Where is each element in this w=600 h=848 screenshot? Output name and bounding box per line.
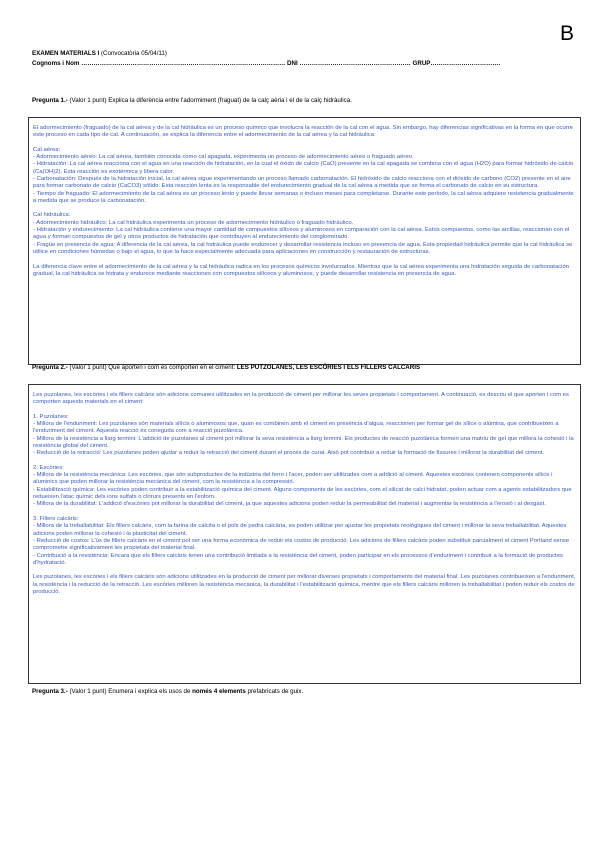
answer-paragraph: 2. Escòries: bbox=[33, 464, 64, 471]
answer-paragraph: - Millora de la resistència a llarg termini: L'addició de puzolanes al ciment pot millorar la seva resistència a llarg termini. Els productes de reacció puzolànica formen una matriu de gel que millora la cohesió i la resistència global del ciment. bbox=[33, 435, 574, 450]
student-info-line bbox=[32, 60, 500, 67]
paragraph-gap bbox=[33, 407, 576, 414]
question-2-text: (Valor 1 punt) Què aporten i com es comporten en el ciment: bbox=[67, 364, 237, 371]
question-3-text: (Valor 1 punt) Enumera i explica els usos de bbox=[67, 688, 193, 695]
answer-paragraph: Les puzolanes, les escòries i els fillers calcàris són adicions comunes utilitzades en la producció de ciment per millorar les seves propietats i comportament. A continuació, es descriu el que aporten i com es comporten aquests materials en el ciment: bbox=[33, 392, 569, 406]
answer-paragraph: - Millora de la resistència mecànica: Les escòries, que són subproductes de la indústria del ferro i l'acer, poden ser utilitzades com a addició al ciment. Aquestes escòries contenen components silícis i aluminics que poden millorar la resistència mecànica del ciment, com la resistència a la compressió. bbox=[33, 472, 553, 486]
paragraph-gap bbox=[33, 509, 576, 516]
question-1 bbox=[32, 97, 352, 104]
exam-title bbox=[32, 50, 167, 57]
answer-paragraph: - Carbonatación: Después de la hidratación inicial, la cal aérea sigue experimentando un proceso llamado carbonatación. El hidróxido de calcio reacciona con el dióxido de carbono (CO2) presente en el aire para formar carbonato de calcio (CaCO3) sólido. Esta reacción lenta es la responsable del endurecimiento gradual de la cal aérea a medida que se forma el carbonato de calcio en su estructura. bbox=[33, 176, 571, 190]
answer-paragraph: - Hidratación y endurecimiento: La cal hidráulica contiene una mayor cantidad de compuestos silíceos y aluminosos en comparación con la cal aérea. Estos compuestos, como las arcillas, reaccionan con el agua y forman compuestos de gel y otros productos de hidratación que contribuyen al endurecimiento del conglomerado. bbox=[33, 227, 570, 241]
answer-paragraph: - Millora de la treballabilitat: Els fillers calcàris, com la farina de calcita o el pols de pedra calcària, es poden utilitzar per ajustar les propietats reològiques del ciment i millorar la seva treballabilitat. Aquestes adicions poden millorar la cohesió i la plasticitat del ciment. bbox=[33, 523, 567, 537]
answer-paragraph: La diferencia clave entre el adormecimiento de la cal aérea y la cal hidráulica radica en los procesos químicos involucrados. Mientras que la cal aérea experimenta una hidratación seguida de carbonatación gradual, la cal hidráulica se hidrata y endurece mediante reacciones con compuestos silíceos y aluminosos, y puede desarrollar resistencia en presencia de agua. bbox=[33, 263, 570, 277]
answer-paragraph: Cal hidráulica: bbox=[33, 212, 71, 219]
question-2-label: Pregunta 2.- bbox=[32, 364, 68, 371]
question-3-emphasis: només 4 elements bbox=[192, 688, 246, 695]
answer-2-box bbox=[28, 384, 581, 684]
answer-paragraph: - Hidratación: La cal aérea reacciona con el agua en una reacción de hidratación, en la cual el óxido de calcio (CaO) presente en la cal apagada se combina con el agua (H2O) para formar hidróxido de calcio (Ca(OH)2). Esta reacción es exotérmica y libera calor. bbox=[33, 161, 574, 175]
question-3-label: Pregunta 3.- bbox=[32, 688, 68, 695]
answer-paragraph: - Reducció de la retracció: Les puzolanes poden ajudar a reduir la retracció del ciment durant el procés de curat. Això pot contribuir a reduir la formació de fissures i millorar la durabilitat del ciment. bbox=[33, 450, 545, 457]
paragraph-gap bbox=[33, 205, 576, 212]
answer-paragraph: - Adormecimiento hidráulico: La cal hidráulica experimenta un proceso de adormecimiento hidráulico o fraguado hidráulico. bbox=[33, 219, 354, 226]
question-2 bbox=[32, 364, 420, 371]
question-1-label: Pregunta 1.- bbox=[32, 97, 68, 104]
answer-2-text bbox=[33, 392, 576, 596]
answer-1-box bbox=[28, 117, 581, 365]
student-info-fields: Cognoms i Nom ……………………………………………………………………………………… DNI ……………………………………………… GRUP……………………………. bbox=[32, 60, 501, 67]
paragraph-gap bbox=[33, 140, 576, 147]
answer-paragraph: El adormecimiento (fraguado) de la cal aérea y de la cal hidráulica es un proceso químico que involucra la reacción de la cal con el agua. Sin embargo, hay diferencias significativas en la forma en que ocurre este proceso en cada tipo de cal. A continuación, se explica la diferencia entre el adormecimiento de la cal aérea y la cal hidráulica: bbox=[33, 125, 573, 139]
answer-paragraph: - Fragüe en presencia de agua: A diferencia de la cal aérea, la cal hidráulica puede endurecer y desarrollar resistencia incluso en presencia de agua. Esta propiedad hidráulica permite que la cal hidráulica se utilice en condiciones húmedas o bajo el agua, lo que la hace especialmente adecuada para aplicaciones en construcción y restauración de estructuras. bbox=[33, 241, 573, 256]
answer-paragraph: Les puzolanes, les escòries i els fillers calcàris són adicions utilitzades en la producció de ciment per millorar diverses propietats i comportaments del material final. Les puzolanes contribueixen a l'enduriment, la resistència i la reducció de la retracció. Les escòries milloren la resistència mecànica, la durabilitat i l'estabilització química, mentre que els fillers calcàris milloren la treballabilitat i poden reduir els costos de producció. bbox=[33, 574, 576, 595]
paragraph-gap bbox=[33, 567, 576, 574]
page-letter: B bbox=[560, 22, 575, 45]
paragraph-gap bbox=[33, 257, 576, 264]
answer-paragraph: - Millora de la durabilitat: L'addició d'escòries pot millorar la durabilitat del ciment, ja que aquestes adicions poden reduir la permeabilitat del material i augmentar la resistència a l'erosió i al desgast. bbox=[33, 501, 546, 508]
answer-paragraph: - Tiempo de fraguado: El adormecimiento de la cal aérea es un proceso lento y puede llevar semanas o incluso meses para completarse. Durante este período, la cal aérea adquiere resistencia gradualmente a medida que se produce la carbonatación. bbox=[33, 190, 574, 205]
question-2-topic: LES PUTZOLANES, LES ESCÒRIES I ELS FILLERS CALCARIS bbox=[236, 364, 421, 371]
answer-paragraph: - Reducció de costos: L'ús de fillers calcàris en el ciment pot ser una forma econòmica de reduir els costos de producció. Les adicions de fillers calcàris poden substituir parcialment el ciment Portland sense comprometre significativament les propietats del material final. bbox=[33, 537, 570, 552]
question-3 bbox=[32, 688, 303, 695]
answer-paragraph: - Adormecimiento aéreo: La cal aérea, también conocida como cal apagada, experimenta un proceso de adormecimiento aéreo o fraguado aéreo. bbox=[33, 154, 414, 161]
answer-paragraph: - Contribució a la resistència: Encara que els fillers calcàris tenen una contribució limitada a la resistència del ciment, poden participar en els processos d'enduriment i contribuir a la formació de productes d'hydratació. bbox=[33, 552, 563, 566]
exam-convocatoria: (Convocatòria 05/04/11) bbox=[99, 50, 167, 57]
answer-paragraph: - Estabilització química: Les escòries poden contribuir a la estabilització química del ciment. Alguns components de les escòries, com el silicat de calci hidratat, poden actuar com a agents estabilitzadors que redueixen l'atac químic dels ions sulfats o clorurs presents en l'entorn. bbox=[33, 486, 572, 501]
answer-paragraph: - Millora de l'enduriment: Les puzolanes són materials silícis o aluminosos que, quan es combinen amb el ciment en presència d'aigua, reaccionen per formar gel de sílice o alúmina, que contribueixen a l'enduriment del ciment. Aquesta reacció és coneguda com a reacció puzolànica. bbox=[33, 421, 559, 435]
answer-paragraph: 3. Fillers calcàris: bbox=[33, 515, 79, 522]
answer-paragraph: Cal aérea: bbox=[33, 146, 61, 153]
answer-1-text bbox=[33, 125, 576, 278]
exam-title-bold: EXAMEN MATERIALS I bbox=[32, 50, 100, 57]
answer-paragraph: 1. Puzolanes: bbox=[33, 413, 69, 420]
question-3-tail: prefabricats de guix. bbox=[245, 688, 304, 695]
paragraph-gap bbox=[33, 458, 576, 465]
question-1-text: (Valor 1 punt) Explica la diferència entre l'adormiment (fraguat) de la calç aèria i el de la calç hidràulica. bbox=[67, 97, 352, 104]
